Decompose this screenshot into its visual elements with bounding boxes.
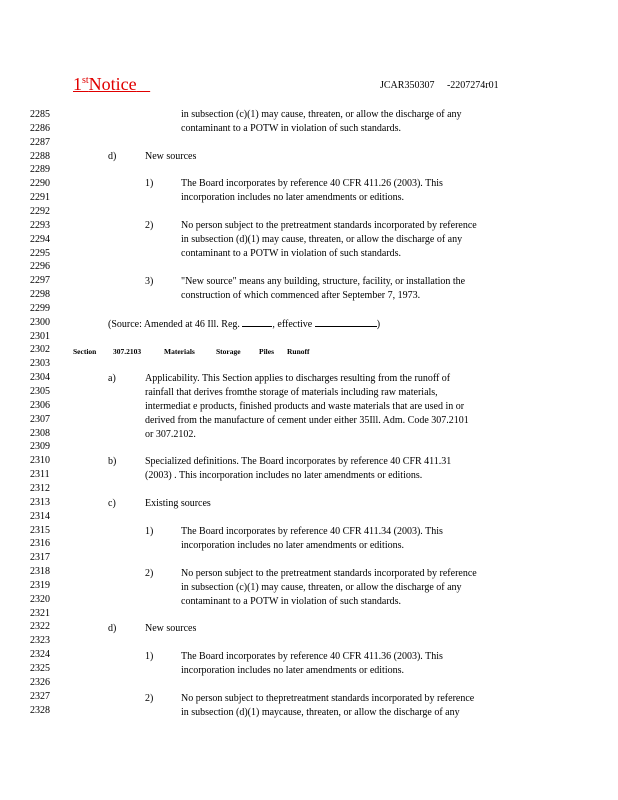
line-number: 2306: [30, 400, 50, 411]
subsection-heading-existing-sources: Existing sources: [145, 498, 211, 509]
text-line-2307: derived from the manufacture of cement under either 35Ill. Adm. Code 307.2101: [145, 415, 469, 426]
text-line-2295: contaminant to a POTW in violation of such standards.: [181, 248, 402, 259]
text-line-2286: contaminant to a POTW in violation of such standards.: [181, 123, 402, 134]
text-line-2320: contaminant to a POTW in violation of such standards.: [181, 596, 402, 607]
line-number: 2308: [30, 428, 50, 439]
line-number: 2300: [30, 317, 50, 328]
line-number: 2305: [30, 386, 50, 397]
line-number: 2302: [30, 344, 50, 355]
line-number: 2307: [30, 414, 50, 425]
subsection-heading-new-sources: New sources: [145, 151, 197, 162]
doc-code: JCAR350307 -2207274r01: [380, 80, 499, 91]
subsection-label-d: d): [108, 151, 117, 162]
item-label-2: 2): [145, 220, 154, 231]
line-number: 2309: [30, 441, 50, 452]
source-note: [108, 317, 380, 331]
effective-date-blank: [315, 317, 377, 327]
source-close: ): [376, 319, 381, 330]
text-line-2310: Specialized definitions. The Board incorporates by reference 40 CFR 411.31: [145, 456, 452, 467]
line-number: 2310: [30, 455, 50, 466]
line-number: 2328: [30, 705, 50, 716]
line-number: 2298: [30, 289, 50, 300]
section-title-runoff: Runoff: [287, 347, 310, 356]
line-number: 2301: [30, 331, 50, 342]
text-line-2324: The Board incorporates by reference 40 CFR 411.36 (2003). This: [181, 651, 443, 662]
subsection-label-d: d): [108, 623, 117, 634]
line-number: 2316: [30, 538, 50, 549]
notice-word: Notice: [88, 74, 137, 94]
line-number: 2320: [30, 594, 50, 605]
line-number: 2318: [30, 566, 50, 577]
subsection-label-a: a): [108, 373, 116, 384]
line-number: 2290: [30, 178, 50, 189]
text-line-2311: (2003) . This incorporation includes no later amendments or editions.: [145, 470, 423, 481]
line-number: 2321: [30, 608, 50, 619]
line-number: 2304: [30, 372, 50, 383]
line-number: 2311: [30, 469, 50, 480]
text-line-2327: No person subject to thepretreatment standards incorporated by reference: [181, 693, 475, 704]
line-number: 2296: [30, 261, 50, 272]
item-label-2: 2): [145, 693, 154, 704]
item-label-2: 2): [145, 568, 154, 579]
section-title-storage: Storage: [216, 347, 241, 356]
section-title-piles: Piles: [259, 347, 274, 356]
line-number: 2297: [30, 275, 50, 286]
line-number: 2327: [30, 691, 50, 702]
source-effective: , effective: [272, 319, 313, 330]
section-number: 307.2103: [113, 347, 142, 356]
line-number: 2295: [30, 248, 50, 259]
line-number: 2286: [30, 123, 50, 134]
item-label-1: 1): [145, 651, 154, 662]
text-line-2291: incorporation includes no later amendments or editions.: [181, 192, 404, 203]
line-number: 2292: [30, 206, 50, 217]
subsection-label-b: b): [108, 456, 117, 467]
header-notice: [73, 74, 150, 95]
text-line-2328: in subsection (d)(1) maycause, threaten, or allow the discharge of any: [181, 707, 460, 718]
text-line-2319: in subsection (c)(1) may cause, threaten, or allow the discharge of any: [181, 582, 462, 593]
text-line-2305: rainfall that derives fromthe storage of materials including raw materials,: [145, 387, 438, 398]
line-number: 2314: [30, 511, 50, 522]
line-number: 2312: [30, 483, 50, 494]
line-number: 2323: [30, 635, 50, 646]
text-line-2298: construction of which commenced after September 7, 1973.: [181, 290, 421, 301]
text-line-2297: "New source" means any building, structure, facility, or installation the: [181, 276, 466, 287]
text-line-2315: The Board incorporates by reference 40 CFR 411.34 (2003). This: [181, 526, 443, 537]
text-line-2308: or 307.2102.: [145, 429, 196, 440]
register-volume-blank: [242, 317, 272, 327]
section-word: Section: [73, 347, 97, 356]
text-line-2285: in subsection (c)(1) may cause, threaten, or allow the discharge of any: [181, 109, 462, 120]
line-number: 2324: [30, 649, 50, 660]
line-number: 2289: [30, 164, 50, 175]
item-label-3: 3): [145, 276, 154, 287]
line-number: 2291: [30, 192, 50, 203]
text-line-2316: incorporation includes no later amendments or editions.: [181, 540, 404, 551]
line-number: 2294: [30, 234, 50, 245]
text-line-2290: The Board incorporates by reference 40 CFR 411.26 (2003). This: [181, 178, 443, 189]
notice-number: 1: [73, 74, 82, 94]
notice-suffix: st: [82, 75, 89, 86]
subsection-heading-new-sources: New sources: [145, 623, 197, 634]
line-number: 2315: [30, 525, 50, 536]
section-title-materials: Materials: [164, 347, 195, 356]
line-number: 2325: [30, 663, 50, 674]
item-label-1: 1): [145, 526, 154, 537]
source-prefix: (Source: Amended at 46 Ill. Reg.: [108, 319, 240, 330]
text-line-2325: incorporation includes no later amendments or editions.: [181, 665, 404, 676]
text-line-2306: intermediat e products, finished products and waste materials that are used in or: [145, 401, 465, 412]
text-line-2304: Applicability. This Section applies to discharges resulting from the runoff of: [145, 373, 451, 384]
text-line-2294: in subsection (d)(1) may cause, threaten, or allow the discharge of any: [181, 234, 463, 245]
line-number: 2285: [30, 109, 50, 120]
item-label-1: 1): [145, 178, 154, 189]
text-line-2318: No person subject to the pretreatment standards incorporated by reference: [181, 568, 477, 579]
line-number: 2322: [30, 621, 50, 632]
line-number: 2293: [30, 220, 50, 231]
line-number: 2319: [30, 580, 50, 591]
subsection-label-c: c): [108, 498, 116, 509]
line-number: 2288: [30, 151, 50, 162]
line-number: 2299: [30, 303, 50, 314]
line-number: 2313: [30, 497, 50, 508]
line-number: 2317: [30, 552, 50, 563]
line-number: 2326: [30, 677, 50, 688]
line-number: 2303: [30, 358, 50, 369]
text-line-2293: No person subject to the pretreatment standards incorporated by reference: [181, 220, 477, 231]
line-number: 2287: [30, 137, 50, 148]
